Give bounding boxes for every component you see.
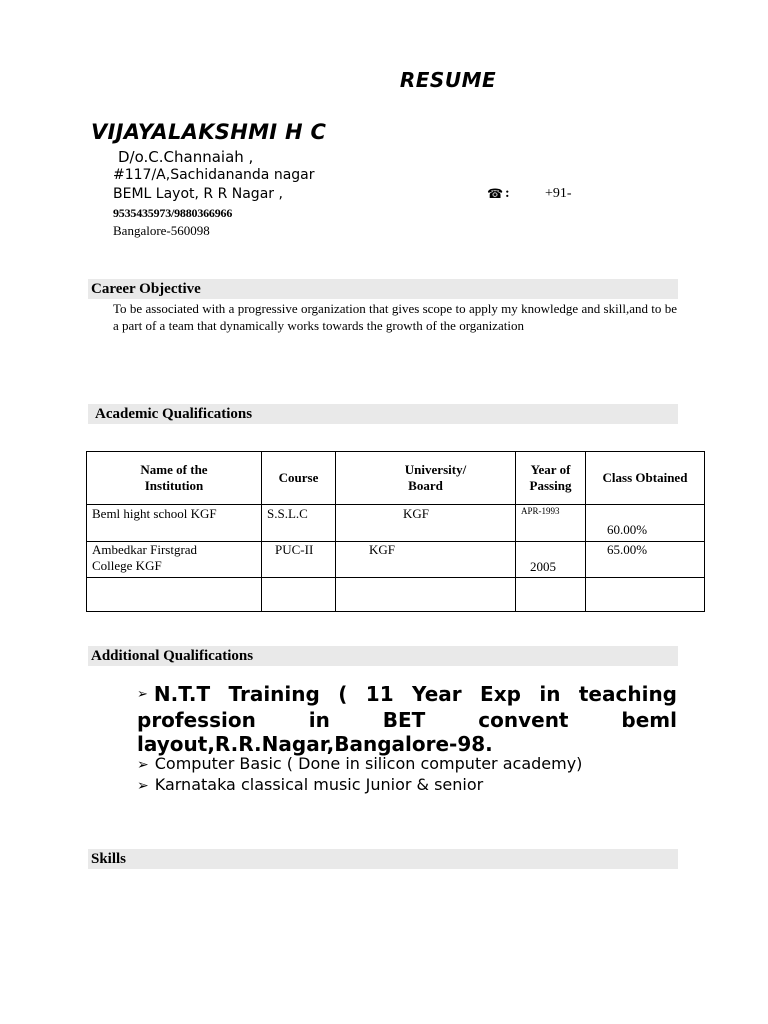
phone-icon: ☎: [487, 186, 504, 201]
academic-table: [86, 451, 705, 612]
cell-university-text: KGF: [403, 506, 430, 521]
header-year: [516, 452, 586, 505]
phone-colon: :: [505, 186, 510, 201]
cell-university: [336, 542, 516, 578]
section-career-objective: Career Objective: [88, 279, 678, 299]
cell-course: [262, 542, 336, 578]
career-objective-text: To be associated with a progressive organization that gives scope to apply my knowledge and skill,and to be a part of a team that dynamically works towards the growth of the organization: [113, 301, 677, 333]
section-academic-qualifications: Academic Qualifications: [88, 404, 678, 424]
header-university-line2: Board: [408, 478, 443, 493]
header-class: [586, 452, 705, 505]
cell-university: [336, 578, 516, 612]
address-line-1: #117/A,Sachidananda nagar: [113, 167, 315, 183]
cell-year-text: 2005: [530, 559, 556, 574]
candidate-name: VIJAYALAKSHMI H C: [91, 120, 327, 144]
ntt-training-text: N.T.T Training ( 11 Year Exp in teaching profession in BET convent beml layout,R.R.Nagar,Bangalore-98.: [137, 682, 677, 756]
arrow-bullet-icon: ➢: [137, 778, 149, 794]
address-line-2: BEML Layot, R R Nagar ,: [113, 186, 283, 202]
section-additional-qualifications: Additional Qualifications: [88, 646, 678, 666]
music-text: Karnataka classical music Junior & senior: [154, 775, 484, 794]
section-skills: Skills: [88, 849, 678, 869]
cell-university-text: KGF: [369, 542, 396, 557]
header-university: [336, 452, 516, 505]
cell-course-text: PUC-II: [275, 542, 314, 557]
cell-institution-line2: College KGF: [92, 558, 162, 573]
header-year-line2: Passing: [529, 478, 572, 493]
header-institution-line1: Name of the: [140, 462, 208, 477]
table-row: [87, 542, 705, 578]
computer-basic-text: Computer Basic ( Done in silicon computer academy): [154, 754, 583, 773]
arrow-bullet-icon: ➢: [137, 757, 149, 773]
cell-course: [262, 505, 336, 542]
cell-year: [516, 505, 586, 542]
list-item: [137, 754, 582, 773]
cell-class-text: 65.00%: [607, 542, 648, 557]
phone-prefix: +91-: [545, 186, 572, 201]
cell-year: [516, 542, 586, 578]
header-institution: [87, 452, 262, 505]
arrow-bullet-icon: ➢: [137, 687, 148, 702]
cell-class-text: 60.00%: [607, 522, 648, 537]
header-institution-line2: Institution: [144, 478, 204, 493]
cell-year-text: APR-1993: [521, 506, 560, 516]
cell-course-text: S.S.L.C: [267, 506, 308, 521]
list-item: [137, 775, 483, 794]
cell-class: [586, 505, 705, 542]
cell-year: [516, 578, 586, 612]
header-class-label: Class Obtained: [602, 470, 688, 485]
cell-course: [262, 578, 336, 612]
table-header-row: [87, 452, 705, 505]
header-university-line1: University/: [404, 462, 467, 477]
header-year-line1: Year of: [530, 462, 571, 477]
phone-block: [487, 186, 572, 202]
cell-institution-line1: Ambedkar Firstgrad: [92, 542, 198, 557]
cell-institution: [87, 578, 262, 612]
table-row: [87, 578, 705, 612]
table-row: [87, 505, 705, 542]
phone-numbers: 9535435973/9880366966: [113, 206, 233, 220]
cell-class: [586, 578, 705, 612]
cell-institution: [87, 542, 262, 578]
cell-institution-text: Beml hight school KGF: [92, 506, 217, 521]
parent-name: D/o.C.Channaiah ,: [118, 148, 254, 166]
city-pincode: Bangalore-560098: [113, 223, 210, 238]
cell-university: [336, 505, 516, 542]
cell-class: [586, 542, 705, 578]
resume-title: RESUME: [399, 68, 497, 92]
header-course: [262, 452, 336, 505]
list-item: [137, 682, 677, 757]
header-course-label: Course: [278, 470, 319, 485]
cell-institution: [87, 505, 262, 542]
